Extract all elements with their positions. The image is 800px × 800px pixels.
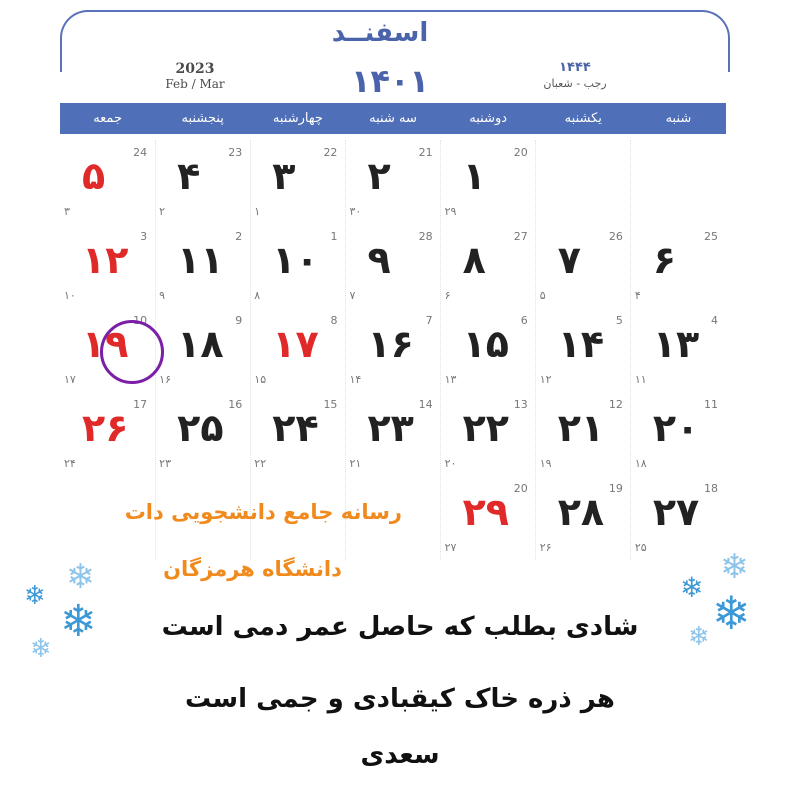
hijri-date: ۱۰	[64, 289, 76, 302]
gregorian-date: 21	[418, 146, 433, 159]
hijri-date: ۳	[64, 205, 70, 218]
shamsi-day: ۱۶	[367, 322, 414, 366]
gregorian-date: 18	[704, 482, 718, 495]
hijri-date: ۱۳	[444, 373, 457, 386]
hijri-date: ۱۱	[634, 373, 647, 386]
snowflake-icon: ❄	[688, 622, 710, 652]
shamsi-day: ۱۸	[177, 322, 224, 366]
day-cell	[536, 308, 631, 392]
gregorian-date: 13	[513, 398, 528, 411]
gregorian-date: 6	[520, 314, 528, 327]
gregorian-date: 20	[513, 482, 528, 495]
hijri-date: ۱۶	[159, 373, 171, 386]
hijri-date: ۷	[349, 289, 356, 302]
weekday-label: یکشنبه	[564, 111, 602, 126]
shamsi-day: ۲۴	[272, 406, 319, 450]
snowflake-icon: ❄	[30, 634, 52, 664]
gregorian-label	[150, 62, 240, 92]
hijri-date: ۲۴	[64, 457, 76, 470]
shamsi-day: ۲۶	[82, 406, 129, 450]
gregorian-date: 27	[513, 230, 528, 243]
poem-line-1: شادی بطلب که حاصل عمر دمی است	[161, 612, 639, 642]
shamsi-day: ۴	[177, 154, 201, 198]
shamsi-day: ۱۳	[652, 322, 700, 366]
hijri-date: ۲۶	[539, 541, 552, 554]
weekday-label: شنبه	[665, 111, 692, 126]
hijri-date: ۱۵	[254, 373, 267, 386]
day-cell	[250, 140, 345, 224]
shamsi-day: ۲۳	[367, 406, 414, 450]
shamsi-day: ۵	[82, 154, 106, 198]
shamsi-day: ۲۲	[462, 406, 509, 450]
hijri-date: ۹	[159, 289, 166, 302]
gregorian-date: 19	[608, 482, 623, 495]
gregorian-date: 23	[228, 146, 243, 159]
day-cell	[536, 392, 631, 476]
weekday-label: جمعه	[93, 111, 122, 126]
day-cell	[155, 140, 250, 224]
hijri-date: ۱۹	[539, 457, 552, 470]
shamsi-day: ۱	[462, 154, 486, 198]
weekday-header	[60, 103, 726, 134]
brand-line-1: رسانه جامع دانشجویی دات	[124, 500, 402, 524]
gregorian-date: 15	[323, 398, 338, 411]
shamsi-day: ۱۴	[557, 322, 605, 366]
day-cell	[60, 392, 155, 476]
snowflake-icon: ❄	[680, 571, 704, 604]
day-cell	[155, 308, 250, 392]
day-cell	[60, 140, 155, 224]
weekday-label: چهارشنبه	[272, 111, 323, 126]
day-cell	[631, 224, 726, 308]
shamsi-day: ۱۷	[272, 322, 319, 366]
day-cell	[536, 476, 631, 560]
shamsi-day: ۱۱	[177, 238, 224, 282]
shamsi-day: ۹	[367, 238, 391, 282]
hijri-date: ۱	[254, 205, 261, 218]
brand-line-2: دانشگاه هرمزگان	[163, 557, 342, 581]
gregorian-date: 4	[711, 314, 718, 327]
hijri-date: ۲۹	[444, 205, 457, 218]
snowflake-icon: ❄	[712, 586, 751, 640]
hijri-date: ۲۰	[444, 457, 457, 470]
gregorian-date: 9	[235, 314, 243, 327]
hijri-date: ۲۲	[254, 457, 267, 470]
day-cell	[345, 392, 440, 476]
day-cell	[345, 308, 440, 392]
gregorian-date: 28	[418, 230, 433, 243]
gregorian-months: Feb / Mar	[165, 77, 225, 91]
hijri-date: ۴	[634, 289, 641, 302]
day-cell	[155, 224, 250, 308]
hijri-year: ۱۴۴۴	[559, 60, 591, 75]
hijri-date: ۲۷	[444, 541, 457, 554]
day-cell	[441, 392, 536, 476]
gregorian-date: 5	[615, 314, 623, 327]
shamsi-day: ۱۲	[82, 238, 129, 282]
gregorian-date: 2	[235, 230, 243, 243]
weekday-label: دوشنبه	[469, 111, 508, 126]
hijri-date: ۲	[159, 205, 166, 218]
highlight-circle	[100, 320, 164, 384]
gregorian-date: 1	[330, 230, 338, 243]
hijri-label	[530, 60, 620, 92]
hijri-date: ۲۵	[634, 541, 647, 554]
gregorian-date: 12	[608, 398, 623, 411]
hijri-date: ۲۳	[159, 457, 171, 470]
hijri-date: ۳۰	[349, 205, 362, 218]
gregorian-date: 24	[133, 146, 148, 159]
shamsi-day: ۸	[462, 238, 486, 282]
shamsi-day: ۱۹	[82, 322, 129, 366]
hijri-date: ۱۷	[64, 373, 76, 386]
hijri-date: ۸	[254, 289, 261, 302]
day-cell	[250, 392, 345, 476]
hijri-date: ۱۲	[539, 373, 552, 386]
hijri-date: ۱۴	[349, 373, 362, 386]
day-cell	[441, 140, 536, 224]
gregorian-date: 8	[330, 314, 338, 327]
day-cell	[631, 392, 726, 476]
gregorian-date: 20	[513, 146, 528, 159]
shamsi-day: ۲۰	[652, 406, 700, 450]
day-cell	[250, 224, 345, 308]
gregorian-date: 16	[228, 398, 243, 411]
snowflake-icon: ❄	[24, 581, 46, 611]
month-title: اسفنــد	[331, 18, 429, 48]
weekday-label: سه شنبه	[369, 111, 417, 126]
shamsi-year: ۱۴۰۱	[350, 62, 430, 100]
snowflake-icon: ❄	[720, 547, 749, 587]
day-cell	[155, 392, 250, 476]
gregorian-date: 22	[323, 146, 338, 159]
shamsi-day: ۲۵	[177, 406, 224, 450]
poem-author: سعدی	[360, 740, 440, 770]
shamsi-day: ۷	[557, 238, 581, 282]
empty-cell	[631, 140, 726, 224]
snowflake-icon: ❄	[60, 596, 97, 647]
day-cell	[536, 224, 631, 308]
gregorian-date: 10	[133, 314, 148, 327]
shamsi-day: ۶	[652, 238, 677, 282]
shamsi-day: ۳	[272, 154, 296, 198]
day-cell	[345, 140, 440, 224]
gregorian-date: 26	[608, 230, 623, 243]
snowflake-icon: ❄	[66, 557, 95, 597]
hijri-date: ۵	[539, 289, 546, 302]
weekday-label: پنجشنبه	[181, 111, 224, 126]
gregorian-date: 7	[425, 314, 433, 327]
day-cell	[345, 224, 440, 308]
day-cell	[631, 308, 726, 392]
shamsi-day: ۱۵	[462, 322, 509, 366]
gregorian-year: 2023	[175, 61, 215, 77]
shamsi-day: ۲۸	[557, 490, 605, 534]
empty-cell	[536, 140, 631, 224]
shamsi-day: ۲۹	[462, 490, 509, 534]
day-cell	[250, 308, 345, 392]
gregorian-date: 3	[140, 230, 148, 243]
day-cell	[441, 308, 536, 392]
gregorian-date: 14	[418, 398, 433, 411]
hijri-date: ۶	[444, 289, 451, 302]
shamsi-day: ۲	[367, 154, 391, 198]
gregorian-date: 17	[133, 398, 148, 411]
day-cell	[441, 476, 536, 560]
day-cell	[631, 476, 726, 560]
poem-line-2: هر ذره خاک کیقبادی و جمی است	[185, 684, 615, 714]
shamsi-day: ۱۰	[272, 238, 319, 282]
shamsi-day: ۲۱	[557, 406, 605, 450]
day-cell	[60, 224, 155, 308]
hijri-date: ۱۸	[634, 457, 647, 470]
day-cell	[441, 224, 536, 308]
gregorian-date: 25	[704, 230, 718, 243]
gregorian-date: 11	[704, 398, 718, 411]
shamsi-day: ۲۷	[652, 490, 700, 534]
hijri-date: ۲۱	[349, 457, 362, 470]
hijri-months: رجب - شعبان	[543, 77, 607, 90]
